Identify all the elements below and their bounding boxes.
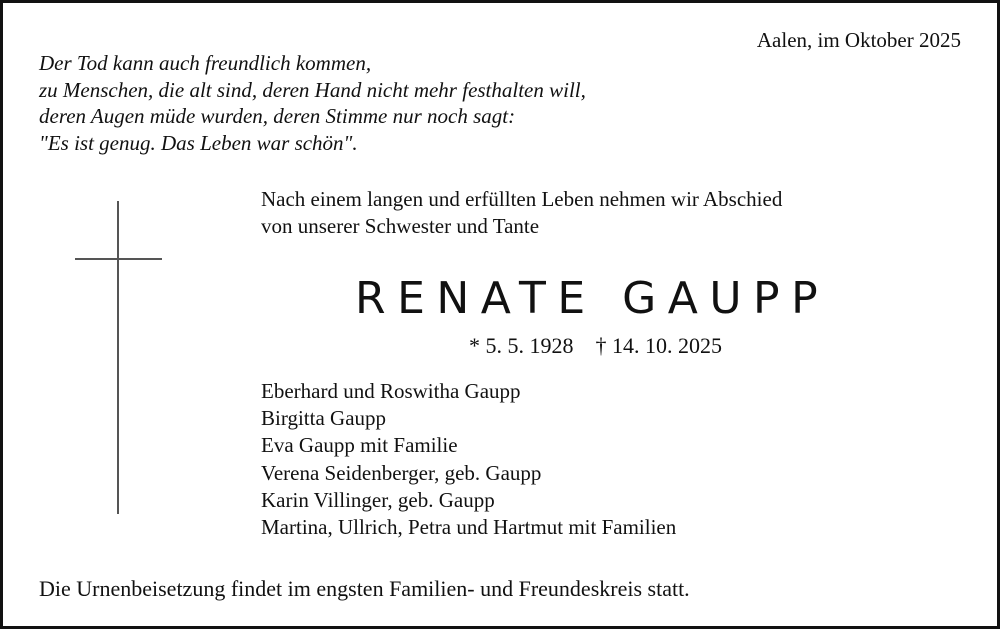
mourner: Karin Villinger, geb. Gaupp <box>261 487 495 512</box>
death-date: † 14. 10. 2025 <box>595 333 722 358</box>
mourner: Birgitta Gaupp <box>261 406 387 431</box>
mourner: Eva Gaupp mit Familie <box>261 433 458 458</box>
birth-date: * 5. 5. 1928 <box>469 333 574 358</box>
mourner: Eberhard und Roswitha Gaupp <box>261 379 521 403</box>
poem-line: "Es ist genug. Das Leben war schön". <box>39 130 358 155</box>
mourner: Verena Seidenberger, geb. Gaupp <box>261 460 542 485</box>
deceased-name: RENATE GAUPP <box>355 273 830 324</box>
cross-horizontal-beam <box>75 258 162 260</box>
cross-vertical-beam <box>117 201 119 514</box>
intro-line: von unserer Schwester und Tante <box>261 214 540 238</box>
mourner: Martina, Ullrich, Petra und Hartmut mit Familien <box>261 515 677 540</box>
life-dates <box>469 332 722 360</box>
farewell-intro <box>261 186 782 240</box>
latin-cross-icon <box>75 201 162 514</box>
poem-line: zu Menschen, die alt sind, deren Hand nicht mehr festhalten will, <box>39 77 586 102</box>
mourners-list <box>261 378 676 541</box>
poem <box>39 50 586 156</box>
place-and-date: Aalen, im Oktober 2025 <box>756 28 961 52</box>
poem-line: Der Tod kann auch freundlich kommen, <box>39 51 372 75</box>
poem-line: deren Augen müde wurden, deren Stimme nur noch sagt: <box>39 104 516 128</box>
intro-line: Nach einem langen und erfüllten Leben nehmen wir Abschied <box>261 187 783 211</box>
burial-note: Die Urnenbeisetzung findet im engsten Familien- und Freundeskreis statt. <box>39 576 690 601</box>
